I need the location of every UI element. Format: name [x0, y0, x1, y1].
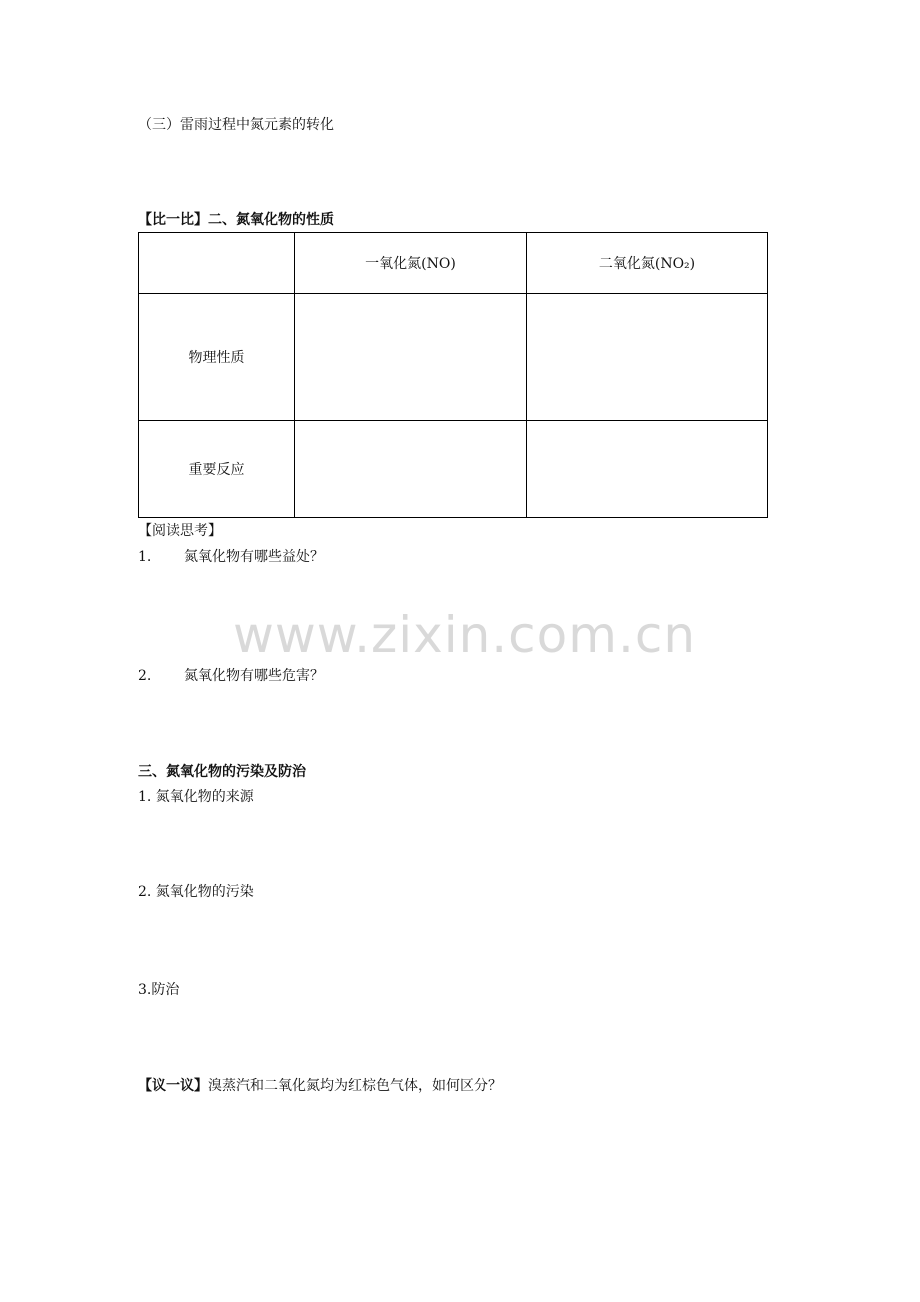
compare-tag: 【比一比】: [138, 212, 208, 228]
discuss-tag: 【议一议】: [138, 1078, 208, 1094]
question-1-text: 氮氧化物有哪些益处？: [184, 549, 324, 565]
question-2-text: 氮氧化物有哪些危害？: [184, 668, 324, 684]
table-corner-cell: [139, 233, 295, 294]
pollution-item-prevention: 3.防治: [138, 982, 180, 998]
cell-physical-no[interactable]: [295, 294, 527, 421]
compare-heading: [138, 211, 334, 229]
table-header-row: [139, 233, 768, 294]
question-1: [138, 548, 324, 566]
discuss-text: 溴蒸汽和二氧化氮均为红棕色气体，如何区分？: [208, 1078, 502, 1094]
cell-reactions-no[interactable]: [295, 421, 527, 518]
row-label-reactions: 重要反应: [139, 421, 295, 518]
cell-reactions-no2[interactable]: [527, 421, 768, 518]
question-1-number: 1.: [138, 549, 152, 565]
question-2: [138, 667, 324, 685]
question-2-number: 2.: [138, 668, 152, 684]
pollution-heading: 三、氮氧化物的污染及防治: [138, 764, 306, 780]
cell-physical-no2[interactable]: [527, 294, 768, 421]
properties-table: [138, 232, 768, 518]
table-row: [139, 294, 768, 421]
compare-title: 二、氮氧化物的性质: [208, 212, 334, 228]
reading-heading: 【阅读思考】: [138, 523, 222, 539]
pollution-item-source: 1. 氮氧化物的来源: [138, 789, 254, 805]
row-label-physical: 物理性质: [139, 294, 295, 421]
discuss-line: [138, 1077, 502, 1095]
table-header-no: 一氧化氮(NO): [295, 233, 527, 294]
section-heading-lightning: （三）雷雨过程中氮元素的转化: [138, 117, 334, 133]
table-header-no2: 二氧化氮(NO₂): [527, 233, 768, 294]
table-row: [139, 421, 768, 518]
watermark: www.zixin.com.cn: [233, 606, 697, 664]
pollution-item-pollution: 2. 氮氧化物的污染: [138, 884, 254, 900]
